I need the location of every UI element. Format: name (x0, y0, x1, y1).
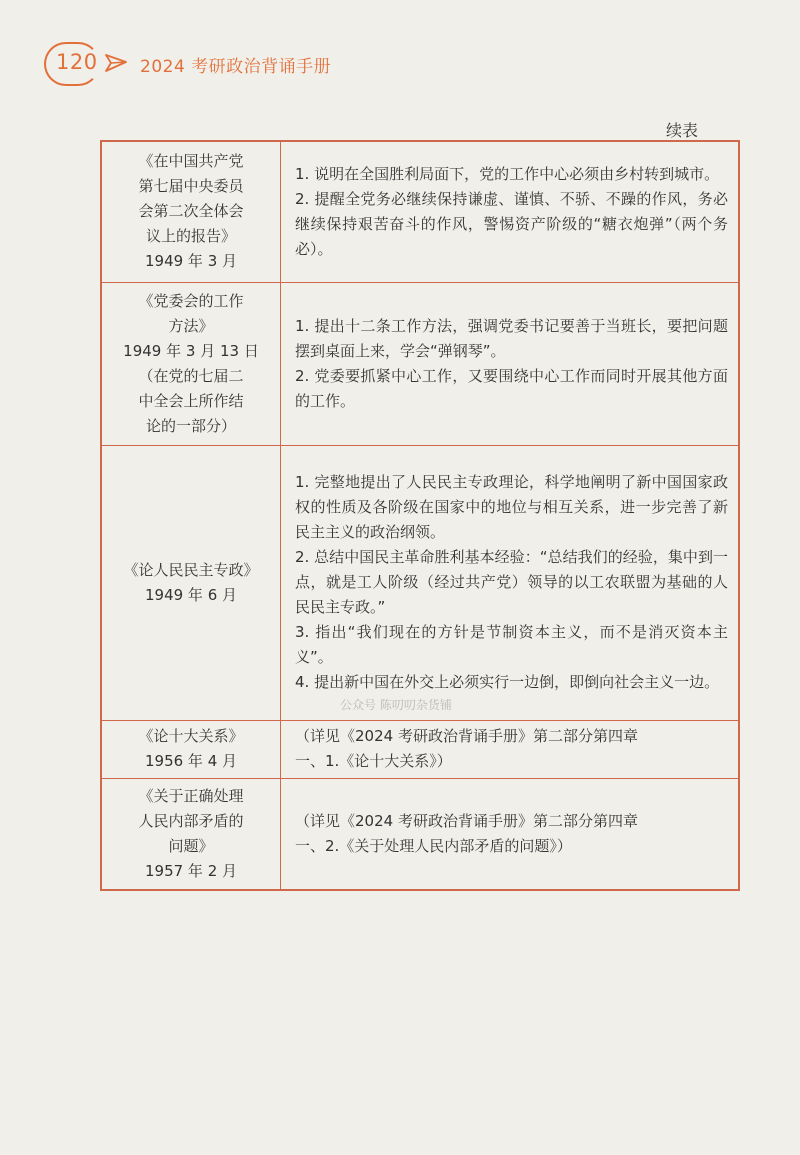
document-cell (101, 141, 281, 282)
document-date: 1949 年 6 月 (144, 585, 238, 604)
document-table (100, 140, 740, 891)
document-cell (101, 778, 281, 890)
page-header (0, 0, 800, 110)
content-point: （详见《2024 考研政治背诵手册》第二部分第四章 (295, 727, 638, 745)
content-cell (281, 141, 740, 282)
document-note-line: （在党的七届二 (138, 366, 244, 385)
content-point: 4. 提出新中国在外交上必须实行一边倒，即倒向社会主义一边。 (295, 673, 720, 691)
document-title-line: 《论人民民主专政》 (123, 560, 259, 579)
table-row (101, 282, 739, 445)
document-title-line: 议上的报告》 (145, 227, 236, 246)
document-title-line: 人民内部矛盾的 (138, 811, 244, 830)
table-row (101, 778, 739, 890)
content-point: 一、2.《关于处理人民内部矛盾的问题》） (295, 836, 572, 855)
paper-plane-icon (104, 52, 128, 74)
document-title-line: 《在中国共产党 (138, 152, 244, 171)
document-note-line: 论的一部分） (145, 416, 236, 435)
content-point: （详见《2024 考研政治背诵手册》第二部分第四章 (295, 811, 638, 830)
content-point: 2. 党委要抓紧中心工作，又要围绕中心工作而同时开展其他方面的工作。 (295, 366, 728, 410)
table-row (101, 720, 739, 778)
content-point: 1. 完整地提出了人民民主专政理论，科学地阐明了新中国国家政权的性质及各阶级在国家中的地位与相互关系，进一步完善了新民主主义的政治纲领。 (295, 473, 728, 541)
document-date: 1957 年 2 月 (144, 861, 238, 880)
document-note-line: 中全会上所作结 (138, 391, 244, 410)
content-cell (281, 282, 740, 445)
page-number: 120 (56, 50, 98, 74)
document-date: 1949 年 3 月 13 日 (123, 341, 259, 360)
document-title-line: 《论十大关系》 (138, 727, 244, 745)
watermark: 公众号 陈叨叨杂货铺 (340, 698, 452, 712)
table-row (101, 141, 739, 282)
content-point: 2. 提醒全党务必继续保持谦虚、谨慎、不骄、不躁的作风，务必继续保持艰苦奋斗的作风，警惕资产阶级的“糖衣炮弹”（两个务必）。 (295, 189, 728, 258)
document-title-line: 《关于正确处理 (138, 786, 244, 805)
document-cell (101, 282, 281, 445)
content-point: 一、1.《论十大关系》） (295, 752, 452, 770)
document-date: 1956 年 4 月 (144, 752, 238, 770)
content-cell (281, 720, 740, 778)
content-point: 3. 指出“我们现在的方针是节制资本主义，而不是消灭资本主义”。 (295, 623, 728, 666)
content-point: 1. 提出十二条工作方法，强调党委书记要善于当班长，要把问题摆到桌面上来，学会“弹钢琴”。 (295, 316, 728, 360)
document-title-line: 第七届中央委员 (138, 177, 244, 196)
document-title-line: 《党委会的工作 (138, 291, 244, 310)
document-cell (101, 720, 281, 778)
content-point: 1. 说明在全国胜利局面下，党的工作中心必须由乡村转到城市。 (295, 164, 720, 183)
continued-table-label: 续表 (666, 121, 699, 140)
table-row (101, 445, 739, 720)
book-title: 2024 考研政治背诵手册 (140, 57, 332, 77)
document-title-line: 方法》 (168, 316, 214, 335)
content-cell (281, 445, 740, 720)
content-cell (281, 778, 740, 890)
document-date: 1949 年 3 月 (144, 252, 238, 271)
document-cell (101, 445, 281, 720)
content-point: 2. 总结中国民主革命胜利基本经验：“总结我们的经验，集中到一点，就是工人阶级（经过共产党）领导的以工农联盟为基础的人民民主专政。” (295, 548, 728, 616)
document-title-line: 问题》 (168, 836, 214, 855)
document-title-line: 会第二次全体会 (138, 202, 244, 221)
